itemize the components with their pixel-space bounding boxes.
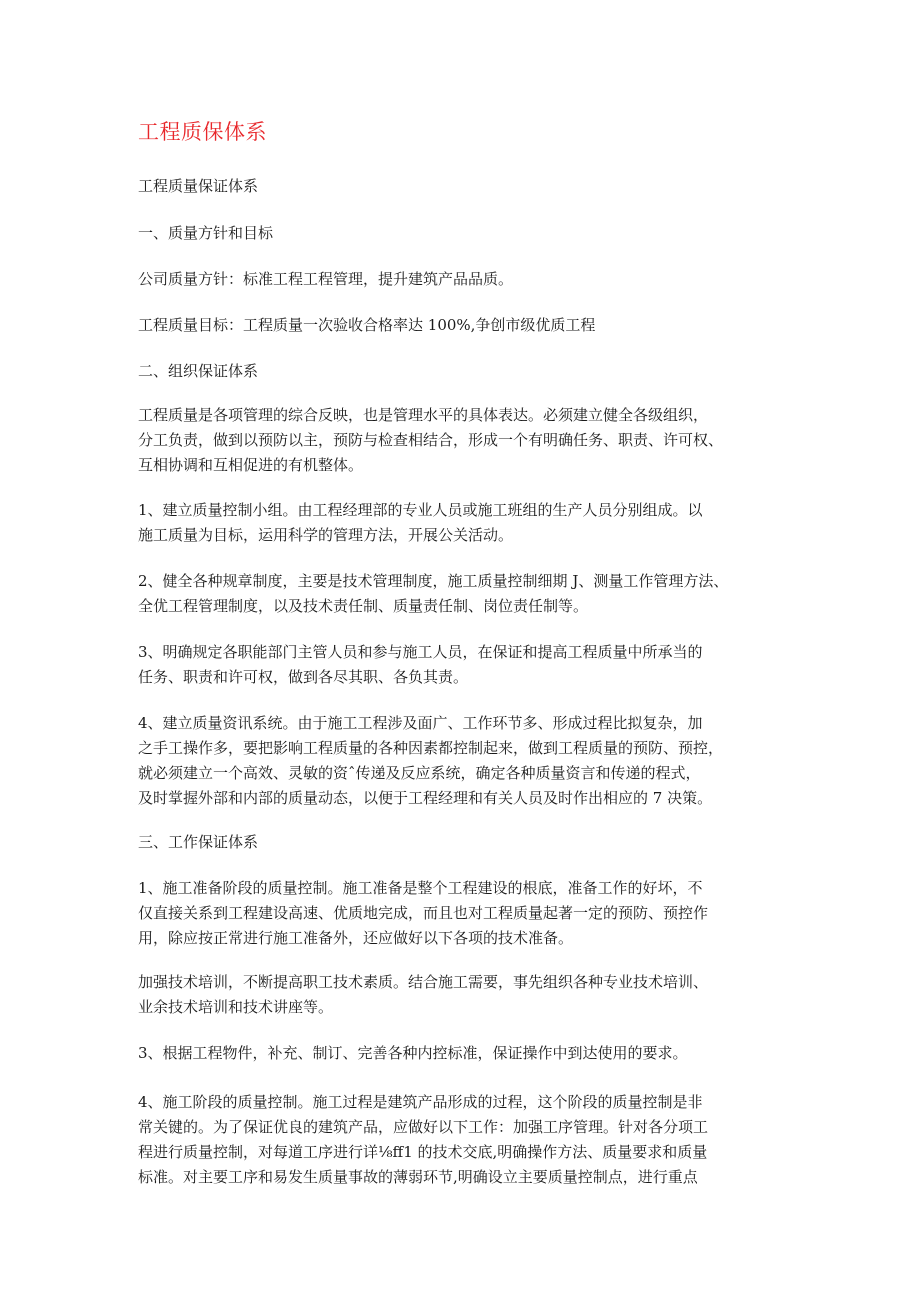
text-line: 用，除应按正常进行施工准备外，还应做好以下各项的技术准备。 — [138, 929, 574, 947]
text-line: 4、建立质量资讯系统。由于施工工程涉及面广、工作环节多、形成过程比拟复杂，加 — [138, 714, 703, 732]
paragraph-heading-system — [138, 174, 258, 199]
text-line: 全优工程管理制度，以及技术责任制、质量责任制、岗位责任制等。 — [138, 597, 589, 615]
text-line: 业余技术培训和技术讲座等。 — [138, 998, 334, 1016]
paragraph-item-3 — [138, 640, 703, 690]
text-line: 施工质量为目标，运用科学的管理方法，开展公关活动。 — [138, 526, 514, 544]
text-line: 仅直接关系到工程建设高速、优质地完成，而且也对工程质量起著一定的预防、预控作 — [138, 904, 709, 922]
text-line: 加强技术培训，不断提高职工技术素质。结合施工需要，事先组织各种专业技术培训、 — [138, 973, 709, 991]
text-line: 及时掌握外部和内部的质量动态，以便于工程经理和有关人员及时作出相应的 7 决策。 — [138, 789, 713, 807]
text-line: 互相协调和互相促进的有机整体。 — [138, 456, 364, 474]
text-line: 3、明确规定各职能部门主管人员和参与施工人员，在保证和提高工程质量中所承当的 — [138, 643, 703, 661]
section-heading-3 — [138, 830, 258, 855]
paragraph-policy — [138, 267, 513, 292]
paragraph-standards — [138, 1041, 688, 1066]
paragraph-construction-phase — [138, 1090, 708, 1190]
paragraph-item-4 — [138, 711, 723, 811]
paragraph-organization — [138, 403, 723, 478]
text-line: 一、质量方针和目标 — [138, 224, 274, 242]
text-line: 任务、职责和许可权，做到各尽其职、各负其责。 — [138, 668, 469, 686]
document-title: 工程质保体系 — [138, 120, 267, 144]
section-heading-2 — [138, 359, 258, 384]
text-line: 程进行质量控制，对每道工序进行详⅛ff1 的技术交底,明确操作方法、质量要求和质量 — [138, 1143, 708, 1161]
text-line: 之手工操作多，要把影响工程质量的各种因素都控制起来，做到工程质量的预防、预控， — [138, 739, 724, 757]
text-line: 三、工作保证体系 — [138, 833, 259, 851]
text-line: 分工负责，做到以预防以主，预防与检查相结合，形成一个有明确任务、职责、许可权、 — [138, 431, 724, 449]
paragraph-goal — [138, 313, 595, 338]
paragraph-training — [138, 970, 708, 1020]
text-line: 常关键的。为了保证优良的建筑产品，应做好以下工作：加强工序管理。针对各分项工 — [138, 1118, 709, 1136]
text-line: 4、施工阶段的质量控制。施工过程是建筑产品形成的过程，这个阶段的质量控制是非 — [138, 1093, 703, 1111]
text-line: 工程质量是各项管理的综合反映，也是管理水平的具体表达。必须建立健全各级组织， — [138, 406, 709, 424]
text-line: 二、组织保证体系 — [138, 362, 259, 380]
text-line: 公司质量方针：标准工程工程管理，提升建筑产品品质。 — [138, 270, 514, 288]
paragraph-item-2 — [138, 569, 728, 619]
text-line: 1、建立质量控制小组。由工程经理部的专业人员或施工班组的生产人员分别组成。以 — [138, 501, 703, 519]
text-line: 标准。对主要工序和易发生质量事故的薄弱环节,明确设立主要质量控制点，进行重点 — [138, 1168, 698, 1186]
paragraph-item-1 — [138, 498, 703, 548]
section-heading-1 — [138, 221, 273, 246]
text-line: 工程质量目标：工程质量一次验收合格率达 100%,争创市级优质工程 — [138, 316, 596, 334]
text-line: 2、健全各种规章制度，主要是技术管理制度，施工质量控制细期 J、测量工作管理方法、 — [138, 572, 729, 590]
text-line: 工程质量保证体系 — [138, 177, 259, 195]
text-line: 1、施工准备阶段的质量控制。施工准备是整个工程建设的根底，准备工作的好坏，不 — [138, 879, 703, 897]
text-line: 3、根据工程物件，补充、制订、完善各种内控标准，保证操作中到达使用的要求。 — [138, 1044, 688, 1062]
paragraph-preparation — [138, 876, 708, 951]
text-line: 就必须建立一个高效、灵敏的资ˆ传递及反应系统，确定各种质量资言和传递的程式， — [138, 764, 701, 782]
